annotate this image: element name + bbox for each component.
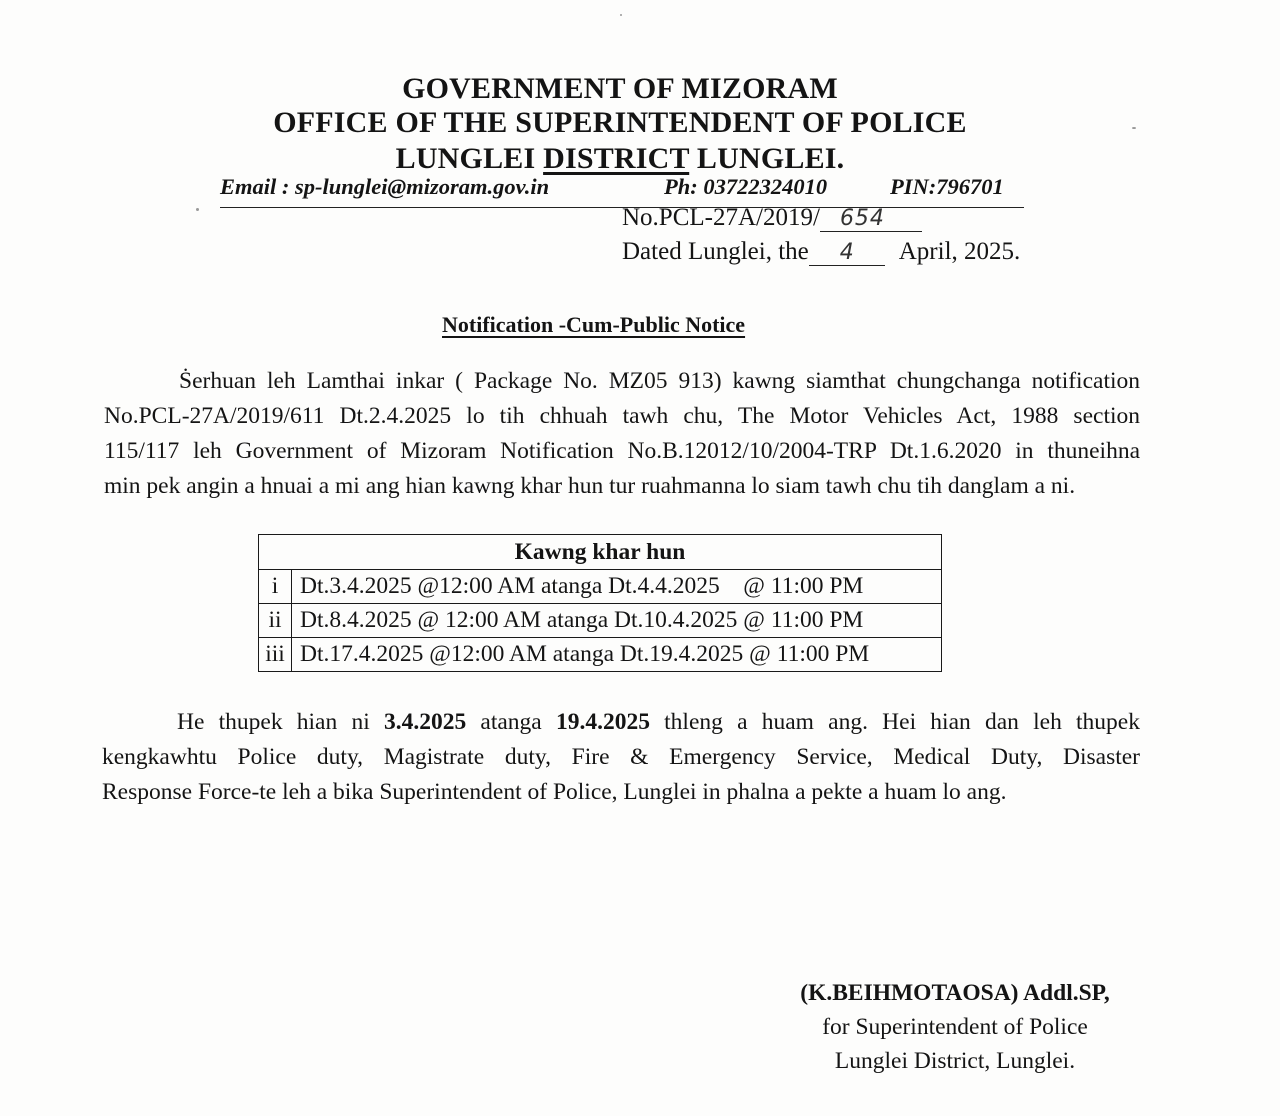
header-district-part-a: LUNGLEI bbox=[395, 142, 544, 175]
paragraph-1-line: min pek angin a hnuai a mi ang hian kawng khar hun tur ruahmanna lo siam tawh chu tih danglam a ni. bbox=[104, 473, 1076, 499]
closure-schedule-table bbox=[258, 534, 942, 672]
end-date: 19.4.2025 bbox=[555, 709, 650, 735]
header-district-part-c: LUNGLEI. bbox=[689, 142, 845, 175]
header-office: OFFICE OF THE SUPERINTENDENT OF POLICE bbox=[273, 106, 967, 139]
paragraph-2-text: atanga bbox=[466, 709, 556, 735]
signatory-office: Lunglei District, Lunglei. bbox=[834, 1048, 1076, 1074]
reference-number-handwritten: 654 bbox=[820, 206, 922, 232]
dated-prefix: Dated Lunglei, the bbox=[622, 238, 809, 265]
paragraph-2-text: thleng a huam ang. Hei hian dan leh thupek bbox=[649, 709, 1140, 735]
table-row bbox=[259, 638, 942, 672]
table-row bbox=[259, 604, 942, 638]
reference-number-prefix: No.PCL-27A/2019/ bbox=[622, 204, 820, 231]
table-heading: Kawng khar hun bbox=[259, 535, 942, 570]
table-row bbox=[259, 570, 942, 604]
signatory-name: (K.BEIHMOTAOSA) Addl.SP, bbox=[800, 980, 1110, 1006]
paragraph-1-line bbox=[104, 364, 1140, 399]
paragraph-2-line: kengkawhtu Police duty, Magistrate duty, Fire & Emergency Service, Medical Duty, Disaster bbox=[102, 744, 1140, 770]
signature-block bbox=[770, 976, 1140, 1078]
contact-line bbox=[220, 174, 1024, 208]
notice-paragraph-2 bbox=[102, 705, 1140, 810]
start-date: 3.4.2025 bbox=[383, 709, 467, 735]
paragraph-2-line bbox=[102, 705, 1140, 740]
header-district-part-b: DISTRICT bbox=[543, 142, 690, 175]
paragraph-1-line-1-text: Ṡerhuan leh Lamthai inkar ( Package No. MZ05 913) kawng siamthat chungchanga notification bbox=[179, 368, 1140, 394]
dated-line bbox=[622, 238, 1020, 266]
contact-phone: Ph: 03722324010 bbox=[664, 174, 828, 199]
row-number: i bbox=[259, 570, 292, 604]
dated-suffix: April, 2025. bbox=[898, 238, 1021, 265]
table-header-row bbox=[259, 535, 942, 570]
paragraph-1-line: No.PCL-27A/2019/611 Dt.2.4.2025 lo tih chhuah tawh chu, The Motor Vehicles Act, 1988 section bbox=[104, 403, 1140, 429]
notice-title: Notification -Cum-Public Notice bbox=[442, 312, 746, 337]
row-period: Dt.17.4.2025 @12:00 AM atanga Dt.19.4.2025 @ 11:00 PM bbox=[292, 638, 942, 672]
row-number: iii bbox=[259, 638, 292, 672]
notice-paragraph-1 bbox=[104, 364, 1140, 504]
contact-pin: PIN:796701 bbox=[890, 174, 1004, 199]
row-period: Dt.8.4.2025 @ 12:00 AM atanga Dt.10.4.2025 @ 11:00 PM bbox=[292, 604, 942, 638]
signatory-designation: for Superintendent of Police bbox=[822, 1014, 1088, 1040]
row-number: ii bbox=[259, 604, 292, 638]
header-district bbox=[0, 142, 1240, 176]
row-period: Dt.3.4.2025 @12:00 AM atanga Dt.4.4.2025 @ 11:00 PM bbox=[292, 570, 942, 604]
paragraph-2-text: He thupek hian ni bbox=[177, 709, 384, 735]
reference-number bbox=[622, 204, 922, 232]
paragraph-2-line: Response Force-te leh a bika Superintendent of Police, Lunglei in phalna a pekte a huam lo ang. bbox=[102, 779, 1007, 805]
paragraph-1-line: 115/117 leh Government of Mizoram Notification No.B.12012/10/2004-TRP Dt.1.6.2020 in thuneihna bbox=[104, 438, 1140, 464]
header-government: GOVERNMENT OF MIZORAM bbox=[402, 72, 838, 105]
scan-speck bbox=[1132, 127, 1136, 129]
dated-handwritten-day: 4 bbox=[809, 240, 885, 266]
contact-email: Email : sp-lunglei@mizoram.gov.in bbox=[220, 174, 550, 199]
scan-speck bbox=[620, 14, 622, 16]
scan-speck bbox=[196, 208, 199, 211]
